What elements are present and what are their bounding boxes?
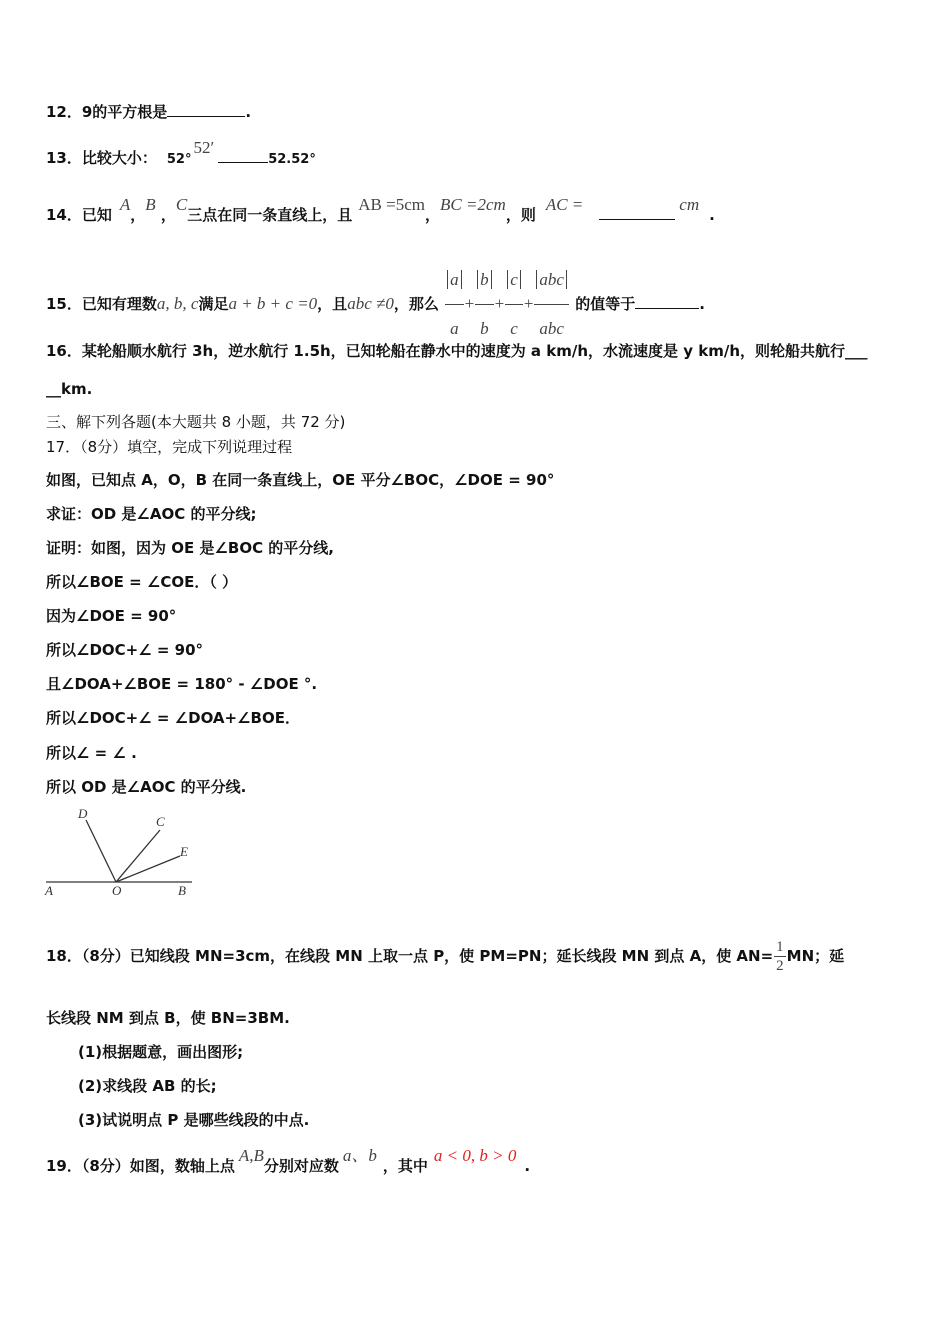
ray-oc — [116, 830, 160, 882]
q12-number: 12． — [46, 103, 82, 121]
q19-end: . — [524, 1157, 531, 1175]
q14-eq-bc: BC =2cm — [440, 195, 506, 214]
q15-f3-num: c — [507, 270, 521, 289]
ray-od — [86, 820, 116, 882]
q19-number: 19． — [46, 1157, 82, 1175]
q17-line-1: 如图，已知点 A，O，B 在同一条直线上，OE 平分∠BOC，∠DOE = 90° — [46, 471, 555, 489]
q15-plus-3: + — [523, 294, 534, 313]
q15-f1-num: a — [447, 270, 462, 289]
q14-comma-2: ， — [155, 206, 176, 224]
q15-text-5: 的值等于 — [575, 295, 636, 313]
q14-text-3: ，则 — [505, 206, 536, 224]
q18-sub-1: (1)根据题意，画出图形; — [78, 1043, 244, 1061]
q13-text: 比较大小： — [81, 149, 157, 167]
q14-point-b: B — [145, 195, 156, 214]
q15-eq-sum: a + b + c =0 — [228, 294, 318, 313]
q15-eq-product: abc ≠0 — [347, 294, 394, 313]
q13-number: 13． — [46, 149, 82, 167]
question-16-line-2: __km. — [46, 380, 93, 398]
q15-text-2: 满足 — [198, 295, 229, 313]
q15-fraction-a — [445, 256, 464, 353]
q15-fraction-abc — [534, 256, 569, 353]
q14-eq-ab: AB =5cm — [358, 195, 426, 214]
q15-f2-den: b — [480, 319, 489, 338]
q14-comma-3: ， — [425, 206, 441, 224]
q19-text-1: （8分）如图，数轴上点 — [81, 1157, 235, 1175]
question-12 — [46, 102, 251, 122]
q12-end: . — [245, 103, 252, 121]
label-d: D — [78, 806, 88, 821]
label-o: O — [112, 883, 122, 898]
q12-text: 9的平方根是 — [81, 103, 168, 121]
question-15 — [46, 256, 705, 353]
question-13 — [46, 138, 316, 170]
q15-text-3: ，且 — [317, 295, 348, 313]
q14-unit: cm — [679, 195, 700, 214]
q14-number: 14． — [46, 206, 82, 224]
q17-line-4: 所以∠BOE = ∠COE．（ ） — [46, 573, 238, 591]
q17-line-5: 因为∠DOE = 90° — [46, 607, 177, 625]
q19-text-3: ，其中 — [382, 1157, 428, 1175]
q15-f4-num: abc — [536, 270, 567, 289]
q14-text-1: 已知 — [81, 206, 112, 224]
q17-line-10: 所以 OD 是∠AOC 的平分线. — [46, 778, 247, 796]
q15-end: . — [699, 295, 705, 313]
question-16-line-1: 16．某轮船顺水航行 3h，逆水航行 1.5h，已知轮船在静水中的速度为 a km/h，水流速度是 y km/h，则轮船共航行___ — [46, 342, 868, 360]
q14-text-2: 三点在同一条直线上，且 — [187, 206, 353, 224]
q19-text-2: 分别对应数 — [263, 1157, 339, 1175]
q18-frac-den: 2 — [776, 958, 784, 974]
q13-minutes: 52′ — [193, 138, 215, 157]
question-17-title: 17．（8分）填空，完成下列说理过程 — [46, 438, 293, 456]
question-14 — [46, 195, 715, 225]
q18-frac-num: 1 — [776, 939, 784, 955]
q15-answer-blank[interactable] — [635, 294, 699, 309]
q17-angle-figure — [42, 806, 198, 898]
q13-answer-blank[interactable] — [218, 148, 268, 163]
q15-f2-num: b — [477, 270, 492, 289]
q15-fraction-c — [505, 256, 523, 353]
q17-line-6: 所以∠DOC+∠ = 90° — [46, 641, 204, 659]
q14-end: . — [709, 206, 715, 224]
q15-number: 15． — [46, 295, 82, 313]
q17-line-2: 求证：OD 是∠AOC 的平分线; — [46, 505, 257, 523]
q18-sub-2: (2)求线段 AB 的长; — [78, 1077, 217, 1095]
q19-points: A,B — [238, 1146, 264, 1165]
q13-value-b: 52.52° — [268, 152, 316, 167]
q15-f1-den: a — [450, 319, 459, 338]
q14-answer-blank[interactable] — [599, 205, 675, 220]
q14-comma-1: ， — [130, 206, 146, 224]
q15-f4-den: abc — [539, 319, 564, 338]
q13-value-a: 52° — [166, 152, 192, 167]
q15-fraction-b — [475, 256, 494, 353]
q15-f3-den: c — [510, 319, 518, 338]
section-3-heading: 三、解下列各题(本大题共 8 小题，共 72 分) — [46, 413, 346, 431]
q15-text-4: ，那么 — [393, 295, 439, 313]
q15-text-1: 已知有理数 — [81, 295, 157, 313]
q12-answer-blank[interactable] — [167, 102, 245, 117]
q17-line-3: 证明：如图，因为 OE 是∠BOC 的平分线, — [46, 539, 335, 557]
q14-eq-ac: AC = — [545, 195, 584, 214]
q14-point-a: A — [119, 195, 131, 214]
label-b: B — [178, 883, 186, 898]
q15-vars: a, b, c — [156, 294, 199, 313]
q17-line-8: 所以∠DOC+∠ = ∠DOA+∠BOE． — [46, 709, 300, 727]
q15-plus-1: + — [464, 294, 475, 313]
ray-oe — [116, 856, 180, 882]
q17-line-9: 所以∠ = ∠ . — [46, 744, 137, 762]
question-18-line-2: 长线段 NM 到点 B，使 BN=3BM. — [46, 1009, 290, 1027]
label-a: A — [45, 883, 53, 898]
question-19 — [46, 1146, 531, 1176]
label-c: C — [156, 814, 165, 829]
question-18-line-1 — [46, 928, 844, 984]
q17-line-7: 且∠DOA+∠BOE = 180° - ∠DOE °. — [46, 675, 318, 693]
q18-text-2: MN；延 — [786, 947, 845, 965]
q15-plus-2: + — [494, 294, 505, 313]
label-e: E — [180, 844, 188, 859]
q18-text-1: 18．（8分）已知线段 MN=3cm，在线段 MN 上取一点 P，使 PM=PN；延长线段 MN 到点 A，使 AN= — [46, 947, 774, 965]
q14-point-c: C — [175, 195, 188, 214]
q19-condition: a < 0, b > 0 — [433, 1146, 517, 1165]
q19-vars: a、b — [342, 1146, 377, 1165]
q18-sub-3: (3)试说明点 P 是哪些线段的中点. — [78, 1111, 310, 1129]
q18-fraction-half — [774, 938, 786, 975]
